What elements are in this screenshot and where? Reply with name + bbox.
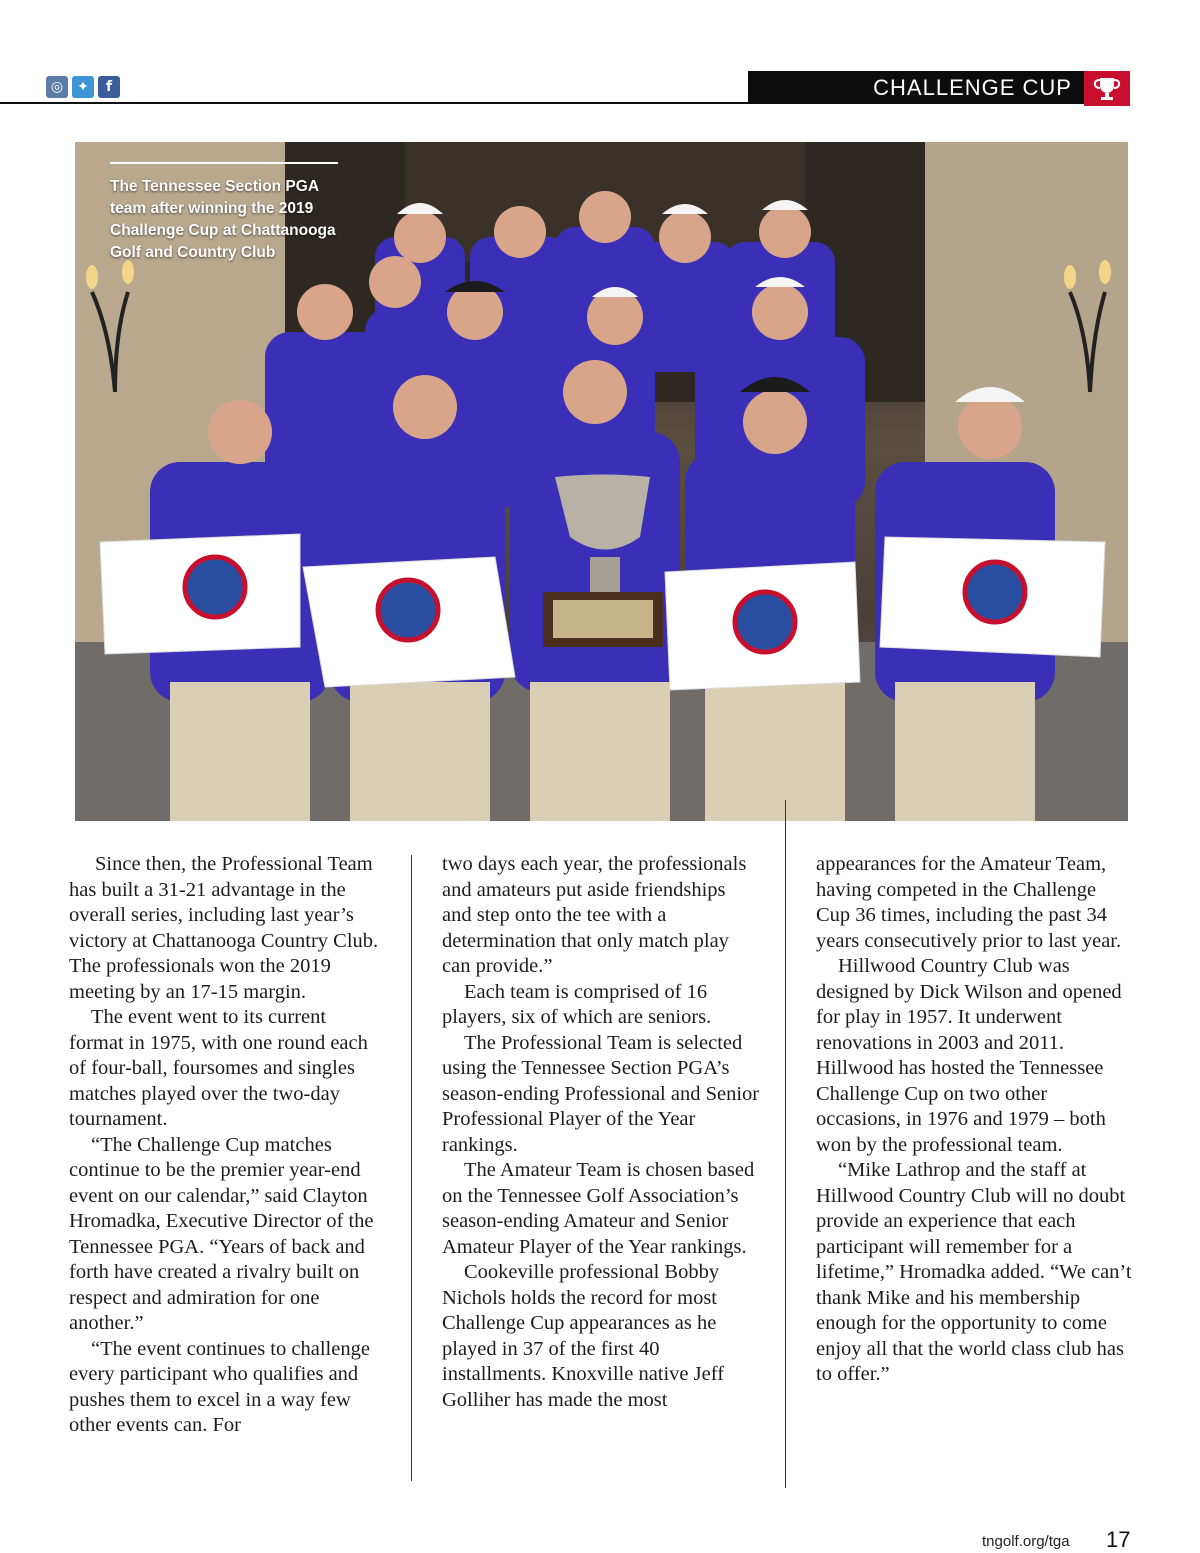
paragraph: Each team is comprised of 16 players, six of which are seniors.	[442, 980, 712, 1028]
article-column-1	[69, 852, 381, 1439]
instagram-icon[interactable]: ◎	[46, 76, 68, 98]
paragraph: Since then, the Professional Team has built a 31-21 advantage in the overall series, including last year’s victory at Chattanooga Country Club. The professionals won the 2019 meeting by an 17-15 margin.	[69, 853, 379, 1003]
column-divider	[411, 855, 412, 1481]
article-column-3	[816, 852, 1132, 1388]
article-column-2	[442, 852, 760, 1413]
paragraph: The event went to its current format in 1975, with one round each of four-ball, foursomes and singles matches played over the two-day tournament.	[69, 1006, 368, 1130]
paragraph: two days each year, the professionals and amateurs put aside friendships and step onto the tee with a determination that only match play can provide.”	[442, 853, 747, 977]
trophy-icon	[1092, 75, 1122, 103]
social-icons	[46, 76, 120, 98]
paragraph: The Professional Team is selected using the Tennessee Section PGA’s season-ending Professional and Senior Professional Player of the Year rankings.	[442, 1031, 760, 1156]
footer-url[interactable]: tngolf.org/tga	[982, 1533, 1070, 1550]
page-number: 17	[1106, 1527, 1131, 1552]
paragraph: “Mike Lathrop and the staff at Hillwood Country Club will no doubt provide an experience that each participant will remember for a lifetime,” Hromadka added. “We can’t thank Mike and his membership enough for the opportunity to come enjoy all that the world class club has to offer.”	[816, 1159, 1132, 1385]
twitter-icon[interactable]: ✦	[72, 76, 94, 98]
section-banner	[748, 71, 1084, 104]
photo-caption: The Tennessee Section PGA team after winning the 2019 Challenge Cup at Chattanooga Golf and Country Club	[110, 178, 336, 261]
team-photo	[75, 142, 1128, 821]
paragraph: Cookeville professional Bobby Nichols holds the record for most Challenge Cup appearances as he played in 37 of the first 40 installments. Knoxville native Jeff Golliher has made the most	[442, 1261, 725, 1411]
paragraph: Hillwood Country Club was designed by Dick Wilson and opened for play in 1957. It underwent renovations in 2003 and 2011. Hillwood has hosted the Tennessee Challenge Cup on two other occasions, in 1976 and 1979 – both won by the professional team.	[816, 955, 1122, 1156]
paragraph: The Amateur Team is chosen based on the Tennessee Golf Association’s season-ending Amateur and Senior Amateur Player of the Year rankings.	[442, 1159, 755, 1258]
section-title: CHALLENGE CUP	[873, 74, 1072, 100]
paragraph: appearances for the Amateur Team, having competed in the Challenge Cup 36 times, including the past 34 years consecutively prior to last year.	[816, 853, 1122, 952]
paragraph: “The Challenge Cup matches continue to be the premier year-end event on our calendar,” said Clayton Hromadka, Executive Director of the Tennessee PGA. “Years of back and forth have created a rivalry built on respect and admiration for one another.”	[69, 1133, 374, 1334]
trophy-badge	[1084, 71, 1130, 106]
caption-rule	[110, 162, 338, 164]
paragraph: “The event continues to challenge every participant who qualifies and pushes them to excel in a way few other events can. For	[69, 1337, 370, 1436]
facebook-icon[interactable]: f	[98, 76, 120, 98]
column-divider	[785, 800, 786, 1488]
